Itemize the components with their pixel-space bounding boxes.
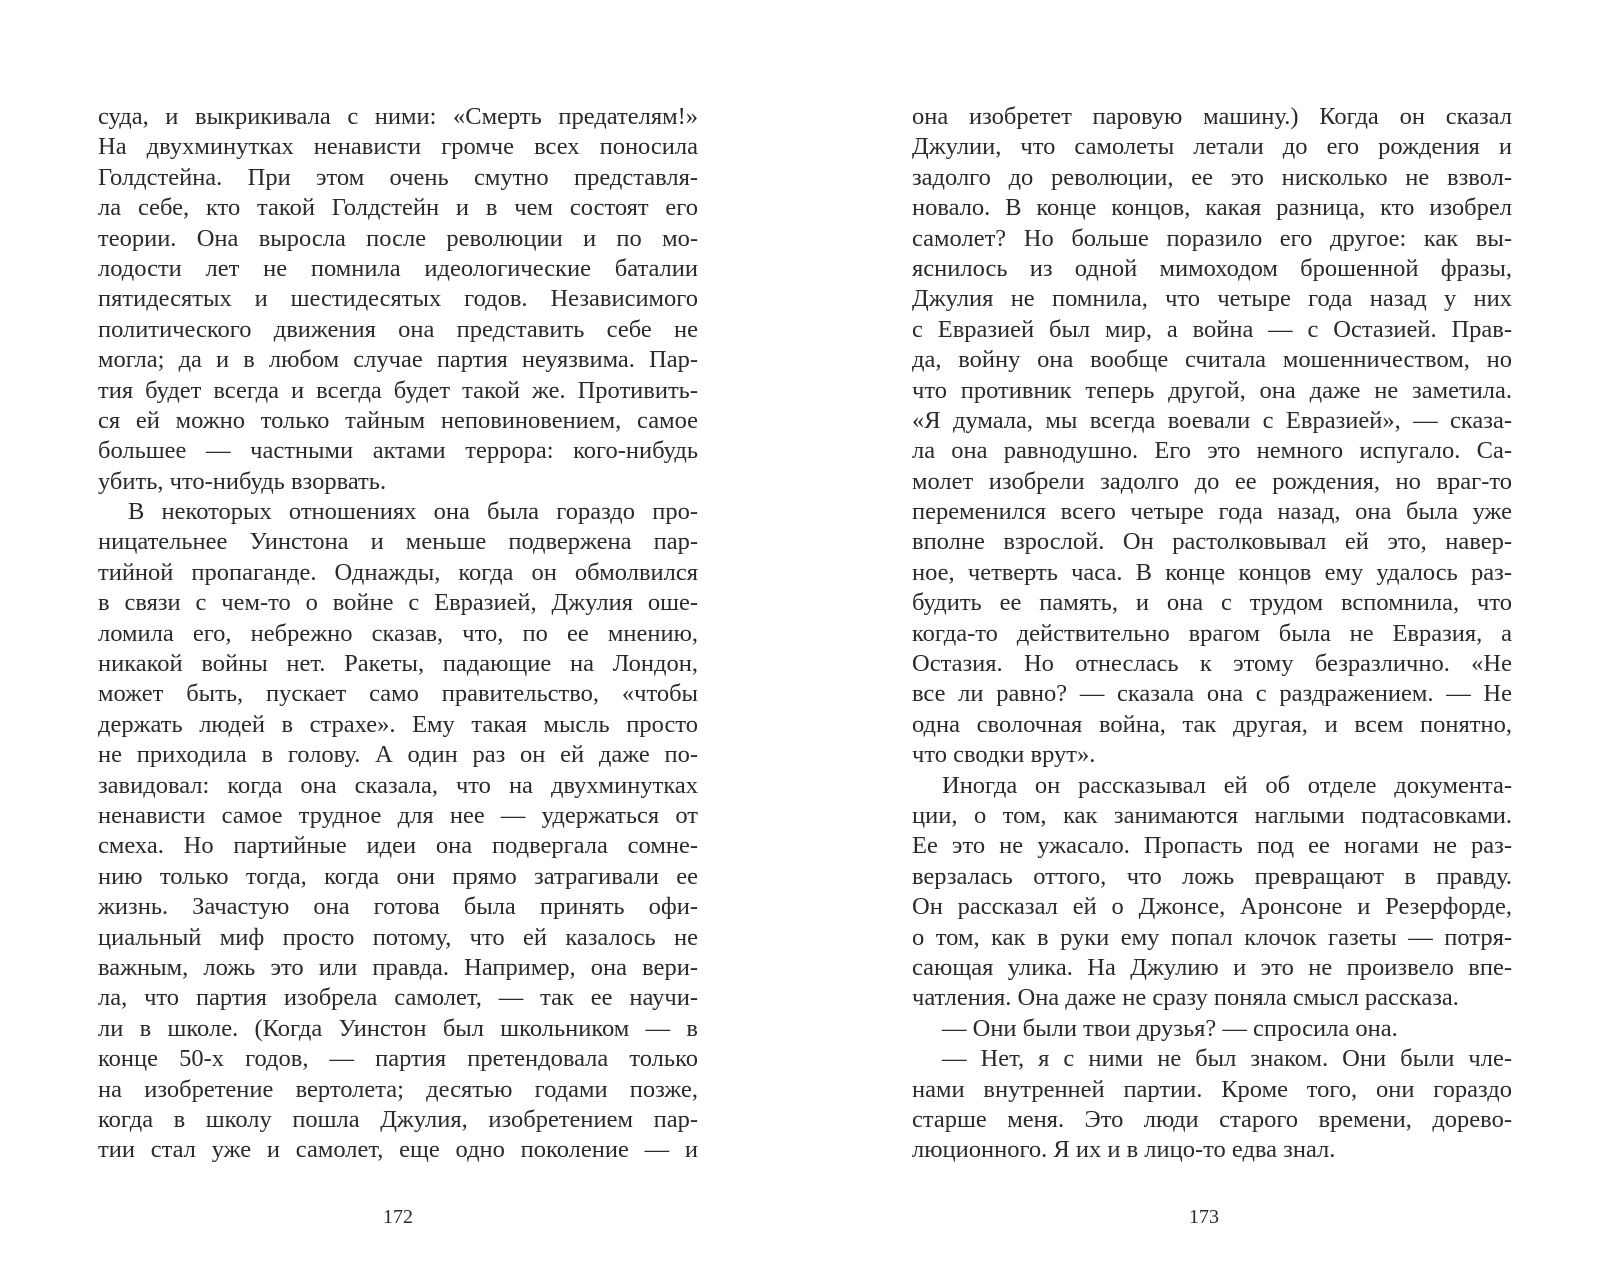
text-line: молет изобрели задолго до ее рождения, но враг-то (912, 467, 1512, 495)
text-line: чатления. Она даже не сразу поняла смысл рассказа. (912, 984, 1459, 1012)
text-line: На двухминутках ненависти громче всех поносила (98, 133, 698, 161)
text-line: когда в школу пошла Джулия, изобретением пар- (98, 1105, 698, 1133)
left-page-text (98, 102, 698, 1232)
text-line: — Они были твои друзья? — спросила она. (942, 1014, 1398, 1042)
text-line: Иногда он рассказывал ей об отделе документа- (942, 771, 1512, 799)
text-line: что противник теперь другой, она даже не заметила. (912, 376, 1512, 404)
text-line: — Нет, я с ними не был знаком. Они были чле- (942, 1045, 1512, 1073)
text-line: завидовал: когда она сказала, что на двухминутках (98, 771, 698, 799)
text-line: В некоторых отношениях она была гораздо про- (128, 498, 698, 526)
text-line: в связи с чем-то о войне с Евразией, Джулия оше- (98, 589, 698, 617)
text-line: ла себе, кто такой Голдстейн и в чем состоят его (98, 194, 698, 222)
text-line: «Я думала, мы всегда воевали с Евразией», — сказа- (912, 406, 1512, 434)
text-line: теории. Она выросла после революции и по мо- (98, 224, 698, 252)
text-line: когда-то действительно врагом была не Евразия, а (912, 619, 1512, 647)
text-line: ла она равнодушно. Его это немного испугало. Са- (912, 437, 1512, 465)
text-line: сающая улика. На Джулию и это не произвело впе- (912, 953, 1512, 981)
text-line: самолет? Но больше поразило его другое: как вы- (912, 224, 1512, 252)
text-line: смеха. Но партийные идеи она подвергала сомне- (98, 832, 698, 860)
text-line: тия будет всегда и всегда будет такой же. Противить- (98, 376, 698, 404)
text-line: лодости лет не помнила идеологические баталии (98, 254, 698, 282)
text-line: будить ее память, и она с трудом вспомнила, что (912, 589, 1512, 617)
text-line: ненависти самое трудное для нее — удержаться от (98, 801, 698, 829)
text-line: она изобретет паровую машину.) Когда он сказал (912, 103, 1512, 130)
page-number-left: 172 (383, 1206, 413, 1228)
text-line: яснилось из одной мимоходом брошенной фразы, (912, 254, 1512, 282)
text-line: могла; да и в любом случае партия неуязвима. Пар- (98, 346, 698, 374)
text-line: важным, ложь это или правда. Например, она вери- (98, 953, 698, 981)
text-line: все ли равно? — сказала она с раздражением. — Не (912, 680, 1512, 708)
text-line: держать людей в страхе». Ему такая мысль просто (98, 710, 698, 738)
text-line: переменился всего четыре года назад, она была уже (912, 498, 1512, 526)
text-line: на изобретение вертолета; десятью годами позже, (98, 1075, 698, 1103)
text-line: может быть, пускает само правительство, «чтобы (98, 680, 698, 708)
text-line: Остазия. Но отнеслась к этому безразлично. «Не (912, 650, 1512, 678)
text-line: не приходила в голову. А один раз он ей даже по- (98, 741, 698, 769)
text-line: ное, четверть часа. В конце концов ему удалось раз- (912, 558, 1512, 586)
text-line: нами внутренней партии. Кроме того, они гораздо (912, 1075, 1512, 1103)
text-line: тии стал уже и самолет, еще одно поколение — и (98, 1136, 698, 1164)
text-line: нию только тогда, когда они прямо затрагивали ее (98, 862, 698, 890)
text-line: да, войну она вообще считала мошенничеством, но (912, 346, 1512, 374)
text-line: с Евразией был мир, а война — с Остазией. Прав- (912, 315, 1512, 343)
text-line: Джулии, что самолеты летали до его рождения и (912, 133, 1512, 161)
text-line: ницательнее Уинстона и меньше подвержена пар- (98, 528, 698, 556)
text-line: задолго до революции, ее это нисколько не взвол- (912, 163, 1512, 191)
text-line: конце 50-х годов, — партия претендовала только (98, 1045, 698, 1073)
text-line: пятидесятых и шестидесятых годов. Независимого (98, 285, 698, 313)
text-line: Голдстейна. При этом очень смутно представля- (98, 163, 698, 191)
text-line: большее — частными актами террора: кого-нибудь (98, 437, 698, 465)
text-line: ли в школе. (Когда Уинстон был школьником — в (98, 1014, 698, 1042)
right-page-text (912, 102, 1512, 1232)
text-line: ломила его, небрежно сказав, что, по ее мнению, (98, 619, 698, 647)
text-line: ции, о том, как занимаются наглыми подтасовками. (912, 801, 1512, 829)
text-line: одна сволочная война, так другая, и всем понятно, (912, 710, 1512, 738)
text-line: тийной пропаганде. Однажды, когда он обмолвился (98, 558, 698, 586)
text-line: верзалась оттого, что ложь превращают в правду. (912, 862, 1512, 890)
text-line: циальный миф просто потому, что ей казалось не (98, 923, 698, 951)
text-line: о том, как в руки ему попал клочок газеты — потря- (912, 923, 1512, 951)
text-line: Джулия не помнила, что четыре года назад у них (912, 285, 1512, 313)
text-line: старше меня. Это люди старого времени, дорево- (912, 1105, 1512, 1133)
text-line: Он рассказал ей о Джонсе, Аронсоне и Резерфорде, (912, 893, 1512, 921)
text-line: ла, что партия изобрела самолет, — так ее научи- (98, 984, 698, 1012)
text-line: новало. В конце концов, какая разница, кто изобрел (912, 194, 1512, 222)
text-line: что сводки врут». (912, 741, 1096, 769)
text-line: убить, что-нибудь взорвать. (98, 467, 387, 495)
text-line: ся ей можно только тайным неповиновением, самое (98, 406, 698, 434)
text-line: люционного. Я их и в лицо-то едва знал. (912, 1136, 1336, 1164)
text-line: жизнь. Зачастую она готова была принять офи- (98, 893, 698, 921)
text-line: суда, и выкрикивала с ними: «Смерть предателям!» (98, 103, 698, 130)
text-line: политического движения она представить себе не (98, 315, 698, 343)
text-line: никакой войны нет. Ракеты, падающие на Лондон, (98, 650, 698, 678)
text-line: вполне взрослой. Он растолковывал ей это, навер- (912, 528, 1512, 556)
page-number-right: 173 (1189, 1206, 1219, 1228)
text-line: Ее это не ужасало. Пропасть под ее ногами не раз- (912, 832, 1512, 860)
